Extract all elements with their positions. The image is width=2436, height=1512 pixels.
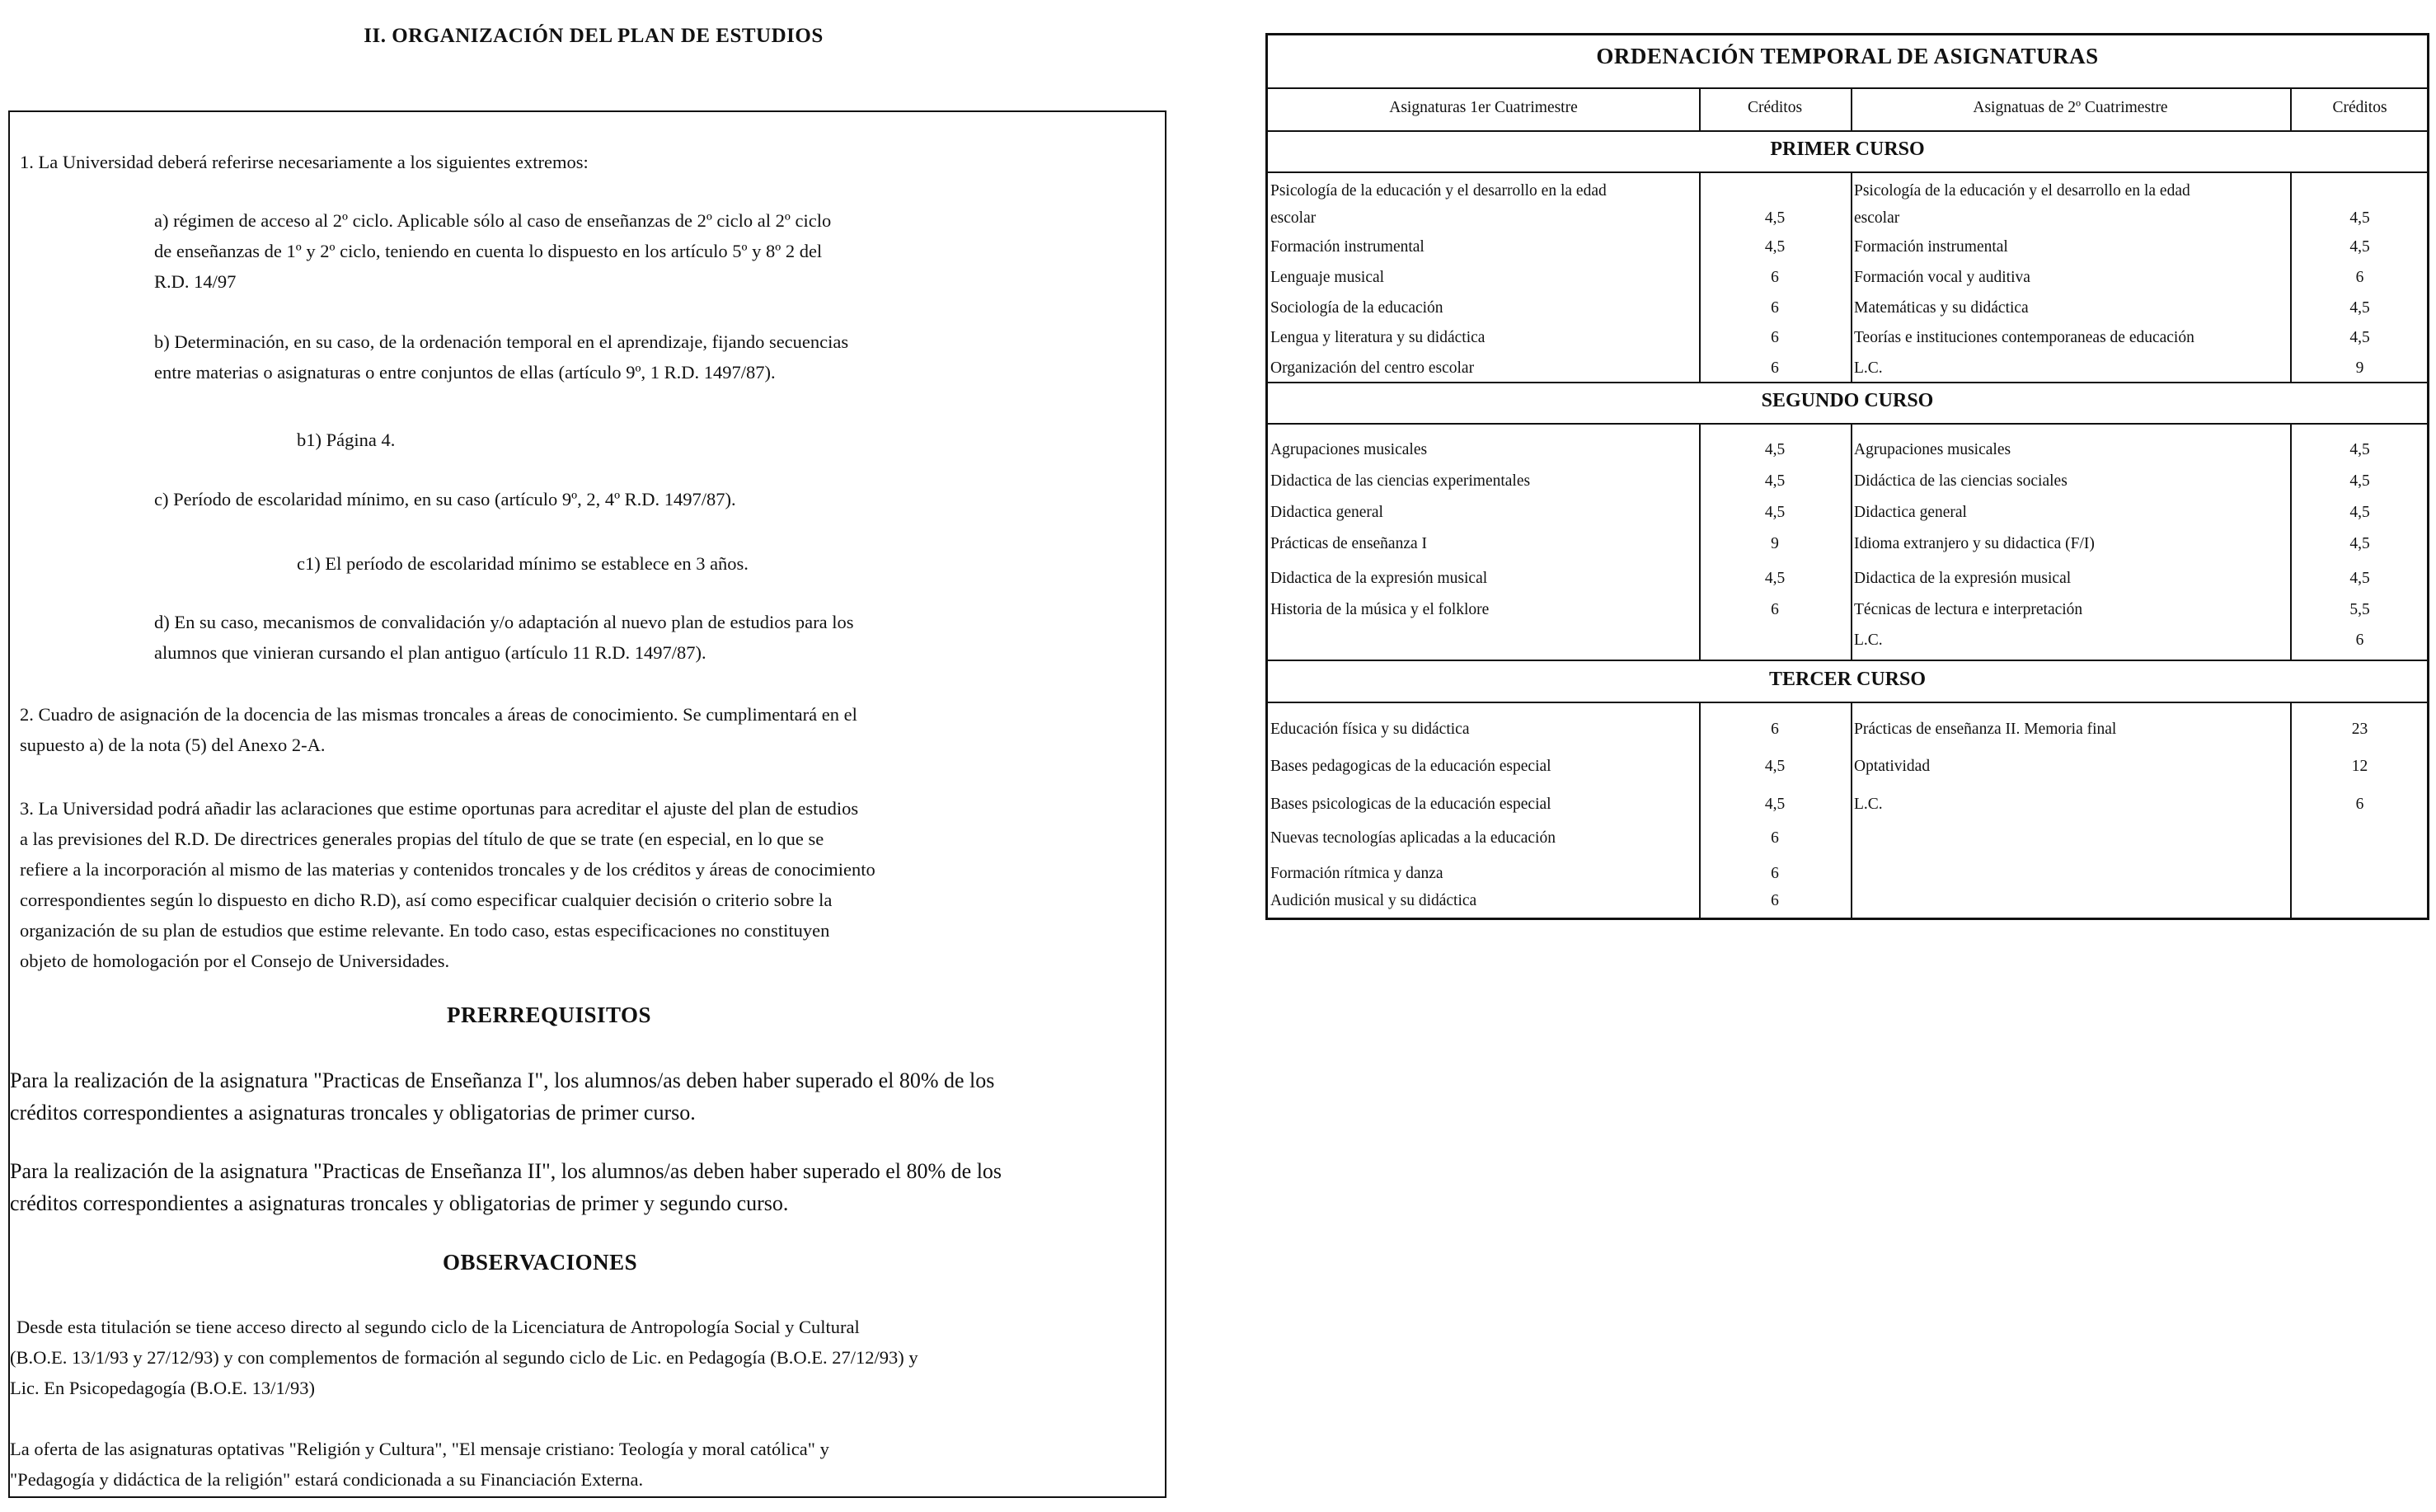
observation-1-line-3: Lic. En Psicopedagogía (B.O.E. 13/1/93) <box>10 1378 315 1398</box>
subject-2nd-term: Prácticas de enseñanza II. Memoria final <box>1854 721 2117 738</box>
credits-1st-term: 6 <box>1771 892 1779 909</box>
credits-1st-term: 6 <box>1771 299 1779 317</box>
subject-2nd-term: Teorías e instituciones contemporaneas de educación <box>1854 329 2194 346</box>
credits-1st-term: 6 <box>1771 329 1779 346</box>
paragraph-2-line-2: supuesto a) de la nota (5) del Anexo 2-A. <box>20 735 326 755</box>
credits-1st-term: 4,5 <box>1764 758 1786 775</box>
subject-2nd-term: Técnicas de lectura e interpretación <box>1854 601 2083 618</box>
rule <box>1268 423 2427 425</box>
paragraph-3-line-6: objeto de homologación por el Consejo de Universidades. <box>20 951 450 971</box>
credits-2nd-term: 4,5 <box>2349 441 2370 458</box>
prerequisite-1-line-2: créditos correspondientes a asignaturas troncales y obligatorias de primer curso. <box>10 1101 696 1125</box>
header-subjects-2: Asignatuas de 2º Cuatrimestre <box>1973 99 2168 116</box>
credits-1st-term: 4,5 <box>1764 504 1786 521</box>
item-b1: b1) Página 4. <box>297 430 396 450</box>
subject-2nd-term: L.C. <box>1854 359 1883 377</box>
subject-1st-term: Formación instrumental <box>1270 238 1425 256</box>
paragraph-3-line-3: refiere a la incorporación al mismo de las materias y contenidos troncales y de los créditos y áreas de conocimiento <box>20 859 875 880</box>
subject-1st-term: Organización del centro escolar <box>1270 359 1475 377</box>
subject-1st-term: Bases pedagogicas de la educación especial <box>1270 758 1551 775</box>
rule <box>1851 702 1852 920</box>
paragraph-3-line-2: a las previsiones del R.D. De directrices generales propias del título de que se trate (en especial, en lo que se <box>20 829 824 849</box>
observation-1-line-1: Desde esta titulación se tiene acceso directo al segundo ciclo de la Licenciatura de Antropología Social y Cultural <box>16 1317 860 1337</box>
credits-1st-term: 6 <box>1771 269 1779 286</box>
subject-2nd-term: Formación vocal y auditiva <box>1854 269 2030 286</box>
rule <box>1851 423 1852 660</box>
credits-1st-term: 6 <box>1771 829 1779 847</box>
organization-panel <box>8 110 1166 1498</box>
credits-1st-term: 4,5 <box>1764 209 1786 227</box>
page-title: II. ORGANIZACIÓN DEL PLAN DE ESTUDIOS <box>364 25 824 47</box>
credits-2nd-term: 4,5 <box>2349 472 2370 490</box>
observation-2-line-1: La oferta de las asignaturas optativas "Religión y Cultura", "El mensaje cristiano: Teología y moral católica" y <box>10 1439 829 1459</box>
credits-2nd-term: 6 <box>2355 796 2364 813</box>
item-a-line-3: R.D. 14/97 <box>154 271 237 292</box>
subject-2nd-term: Didactica de la expresión musical <box>1854 570 2072 587</box>
subject-1st-term: Sociología de la educación <box>1270 299 1443 317</box>
year-2-heading: SEGUNDO CURSO <box>1761 390 1934 411</box>
credits-2nd-term: 9 <box>2355 359 2364 377</box>
subject-1st-term: Bases psicologicas de la educación especial <box>1270 796 1551 813</box>
subject-2nd-term: Matemáticas y su didáctica <box>1854 299 2029 317</box>
subject-2nd-term: Idioma extranjero y su didactica (F/I) <box>1854 535 2095 552</box>
subject-2nd-term: escolar <box>1854 209 1900 227</box>
item-d-line-1: d) En su caso, mecanismos de convalidación y/o adaptación al nuevo plan de estudios para los <box>154 612 854 632</box>
rule <box>1268 702 2427 703</box>
prerequisite-2-line-1: Para la realización de la asignatura "Practicas de Enseñanza II", los alumnos/as deben haber superado el 80% de los <box>10 1159 1002 1183</box>
subject-1st-term: Prácticas de enseñanza I <box>1270 535 1428 552</box>
subject-2nd-term: Agrupaciones musicales <box>1854 441 2011 458</box>
subject-1st-term: Didactica de las ciencias experimentales <box>1270 472 1531 490</box>
credits-2nd-term: 4,5 <box>2349 209 2370 227</box>
header-credits-2: Créditos <box>2332 99 2387 116</box>
credits-2nd-term: 6 <box>2355 269 2364 286</box>
subject-1st-term: Agrupaciones musicales <box>1270 441 1428 458</box>
subject-1st-term: Lenguaje musical <box>1270 269 1385 286</box>
subject-1st-term: Historia de la música y el folklore <box>1270 601 1490 618</box>
subject-2nd-term: Formación instrumental <box>1854 238 2008 256</box>
item-c: c) Período de escolaridad mínimo, en su caso (artículo 9º, 2, 4º R.D. 1497/87). <box>154 489 736 509</box>
year-1-heading: PRIMER CURSO <box>1770 139 1925 160</box>
subject-2nd-term: L.C. <box>1854 632 1883 649</box>
subject-2nd-term: Psicología de la educación y el desarrollo en la edad <box>1854 182 2190 200</box>
credits-1st-term: 4,5 <box>1764 796 1786 813</box>
rule <box>1268 660 2427 661</box>
observations-heading: OBSERVACIONES <box>443 1250 638 1275</box>
credits-2nd-term: 4,5 <box>2349 504 2370 521</box>
credits-2nd-term: 5,5 <box>2349 601 2370 618</box>
subject-1st-term: Audición musical y su didáctica <box>1270 892 1477 909</box>
credits-1st-term: 9 <box>1771 535 1779 552</box>
credits-1st-term: 4,5 <box>1764 441 1786 458</box>
header-subjects-1: Asignaturas 1er Cuatrimestre <box>1389 99 1578 116</box>
credits-1st-term: 4,5 <box>1764 570 1786 587</box>
item-d-line-2: alumnos que vinieran cursando el plan antiguo (artículo 11 R.D. 1497/87). <box>154 642 706 663</box>
year-3-heading: TERCER CURSO <box>1768 669 1927 690</box>
subject-1st-term: Psicología de la educación y el desarrollo en la edad <box>1270 182 1607 200</box>
course-schedule-table <box>1265 33 2429 920</box>
paragraph-1: 1. La Universidad deberá referirse necesariamente a los siguientes extremos: <box>20 152 589 172</box>
rule <box>1851 171 1852 382</box>
table-title: ORDENACIÓN TEMPORAL DE ASIGNATURAS <box>1596 44 2099 68</box>
rule <box>1268 130 2427 132</box>
credits-1st-term: 6 <box>1771 865 1779 882</box>
subject-1st-term: Nuevas tecnologías aplicadas a la educación <box>1270 829 1556 847</box>
item-c1: c1) El período de escolaridad mínimo se establece en 3 años. <box>297 553 749 574</box>
credits-2nd-term: 4,5 <box>2349 535 2370 552</box>
subject-2nd-term: Didáctica de las ciencias sociales <box>1854 472 2068 490</box>
subject-2nd-term: Didactica general <box>1854 504 1967 521</box>
paragraph-3-line-1: 3. La Universidad podrá añadir las aclaraciones que estime oportunas para acreditar el ajuste del plan de estudios <box>20 798 859 819</box>
subject-1st-term: Lengua y literatura y su didáctica <box>1270 329 1486 346</box>
rule <box>1268 87 2427 89</box>
prerequisites-heading: PRERREQUISITOS <box>447 1003 652 1027</box>
observation-2-line-2: "Pedagogía y didáctica de la religión" estará condicionada a su Financiación Externa. <box>10 1469 644 1490</box>
credits-1st-term: 6 <box>1771 721 1779 738</box>
paragraph-2-line-1: 2. Cuadro de asignación de la docencia de las mismas troncales a áreas de conocimiento. Se cumplimentará en el <box>20 704 857 725</box>
item-a-line-1: a) régimen de acceso al 2º ciclo. Aplicable sólo al caso de enseñanzas de 2º ciclo al 2º ciclo <box>154 210 832 231</box>
credits-2nd-term: 4,5 <box>2349 238 2370 256</box>
credits-1st-term: 4,5 <box>1764 472 1786 490</box>
credits-2nd-term: 23 <box>2351 721 2368 738</box>
subject-1st-term: Formación rítmica y danza <box>1270 865 1443 882</box>
credits-2nd-term: 4,5 <box>2349 329 2370 346</box>
observation-1-line-2: (B.O.E. 13/1/93 y 27/12/93) y con complementos de formación al segundo ciclo de Lic. en Pedagogía (B.O.E. 27/12/93) y <box>10 1347 918 1368</box>
credits-2nd-term: 12 <box>2351 758 2368 775</box>
credits-2nd-term: 6 <box>2355 632 2364 649</box>
rule <box>1268 171 2427 173</box>
credits-2nd-term: 4,5 <box>2349 299 2370 317</box>
credits-1st-term: 6 <box>1771 601 1779 618</box>
item-b-line-2: entre materias o asignaturas o entre conjuntos de ellas (artículo 9º, 1 R.D. 1497/87). <box>154 362 776 383</box>
paragraph-3-line-5: organización de su plan de estudios que estime relevante. En todo caso, estas especificaciones no constituyen <box>20 920 830 941</box>
credits-1st-term: 4,5 <box>1764 238 1786 256</box>
credits-1st-term: 6 <box>1771 359 1779 377</box>
subject-1st-term: Didactica de la expresión musical <box>1270 570 1488 587</box>
item-b-line-1: b) Determinación, en su caso, de la ordenación temporal en el aprendizaje, fijando secuencias <box>154 331 849 352</box>
subject-2nd-term: Optatividad <box>1854 758 1931 775</box>
subject-1st-term: escolar <box>1270 209 1317 227</box>
header-credits-1: Créditos <box>1747 99 1803 116</box>
paragraph-3-line-4: correspondientes según lo dispuesto en dicho R.D), así como especificar cualquier decisión o criterio sobre la <box>20 890 833 910</box>
subject-1st-term: Educación física y su didáctica <box>1270 721 1470 738</box>
item-a-line-2: de enseñanzas de 1º y 2º ciclo, teniendo en cuenta lo dispuesto en los artículo 5º y 8º 2 del <box>154 241 823 261</box>
prerequisite-2-line-2: créditos correspondientes a asignaturas troncales y obligatorias de primer y segundo curso. <box>10 1191 789 1215</box>
subject-2nd-term: L.C. <box>1854 796 1883 813</box>
subject-1st-term: Didactica general <box>1270 504 1383 521</box>
credits-2nd-term: 4,5 <box>2349 570 2370 587</box>
prerequisite-1-line-1: Para la realización de la asignatura "Practicas de Enseñanza I", los alumnos/as deben haber superado el 80% de los <box>10 1068 995 1092</box>
